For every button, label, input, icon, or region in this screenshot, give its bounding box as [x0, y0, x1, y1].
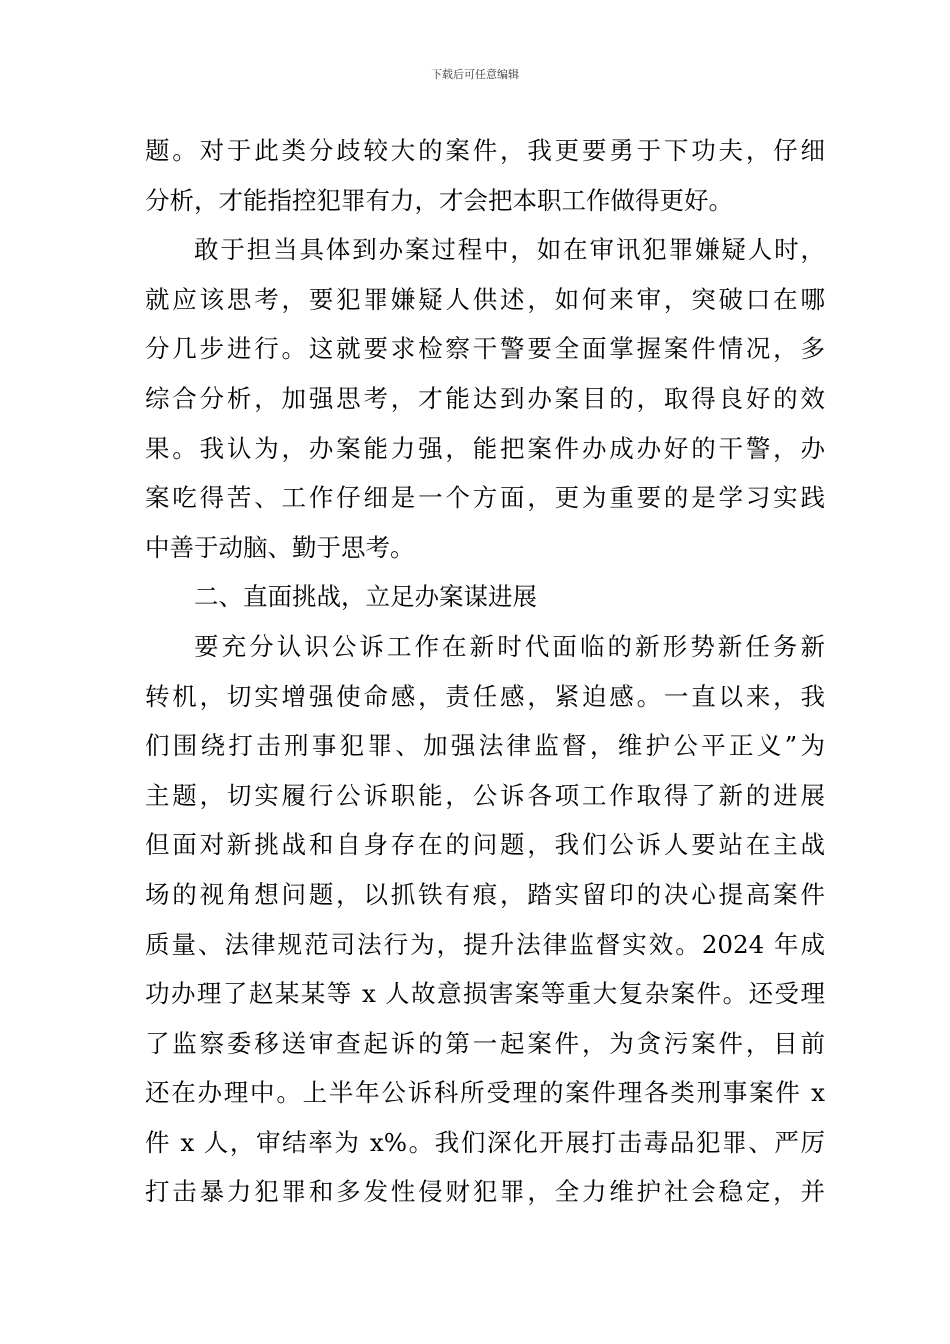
page-header-note: 下载后可任意编辑	[431, 68, 519, 81]
text-line: 要充分认识公诉工作在新时代面临的新形势新任务新	[194, 631, 825, 661]
text-line: 案吃得苦、工作仔细是一个方面，更为重要的是学习实践	[145, 483, 825, 513]
paragraph	[145, 622, 825, 1217]
text-line: 打击暴力犯罪和多发性侵财犯罪，全力维护社会稳定，并	[145, 1177, 825, 1207]
text-line: 件 x 人，审结率为 x%。我们深化开展打击毒品犯罪、严厉	[145, 1127, 825, 1157]
text-line: 果。我认为，办案能力强，能把案件办成办好的干警，办	[145, 433, 825, 463]
document-body	[145, 126, 825, 1217]
text-line: 质量、法律规范司法行为，提升法律监督实效。2024 年成	[145, 929, 825, 959]
section-heading	[145, 572, 825, 622]
text-line: 但面对新挑战和自身存在的问题，我们公诉人要站在主战	[145, 830, 825, 860]
text-line: 转机，切实增强使命感，责任感，紧迫感。一直以来，我	[145, 681, 825, 711]
text-line: 了监察委移送审查起诉的第一起案件，为贪污案件，目前	[145, 1028, 825, 1058]
text-line: 题。对于此类分歧较大的案件，我更要勇于下功夫，仔细	[145, 136, 825, 165]
paragraph	[145, 225, 825, 572]
text-line: 分几步进行。这就要求检察干警要全面掌握案件情况，多	[145, 334, 825, 364]
heading-line: 二、直面挑战，立足办案谋进展	[194, 582, 537, 612]
text-line: 就应该思考，要犯罪嫌疑人供述，如何来审，突破口在哪	[145, 284, 825, 314]
text-line: 主题，切实履行公诉职能，公诉各项工作取得了新的进展	[145, 780, 825, 810]
text-line: 敢于担当具体到办案过程中，如在审讯犯罪嫌疑人时，	[194, 235, 825, 265]
text-line: 还在办理中。上半年公诉科所受理的案件理各类刑事案件 x	[145, 1078, 825, 1108]
text-line: 中善于动脑、勤于思考。	[145, 532, 415, 562]
text-line: 分析，才能指控犯罪有力，才会把本职工作做得更好。	[145, 185, 733, 215]
text-line: 功办理了赵某某等 x 人故意损害案等重大复杂案件。还受理	[145, 979, 825, 1009]
paragraph	[145, 126, 825, 225]
text-line: 场的视角想问题，以抓铁有痕，踏实留印的决心提高案件	[145, 879, 825, 909]
text-line: 综合分析，加强思考，才能达到办案目的，取得良好的效	[145, 383, 825, 413]
text-line: 们围绕打击刑事犯罪、加强法律监督，维护公平正义”为	[145, 731, 825, 761]
